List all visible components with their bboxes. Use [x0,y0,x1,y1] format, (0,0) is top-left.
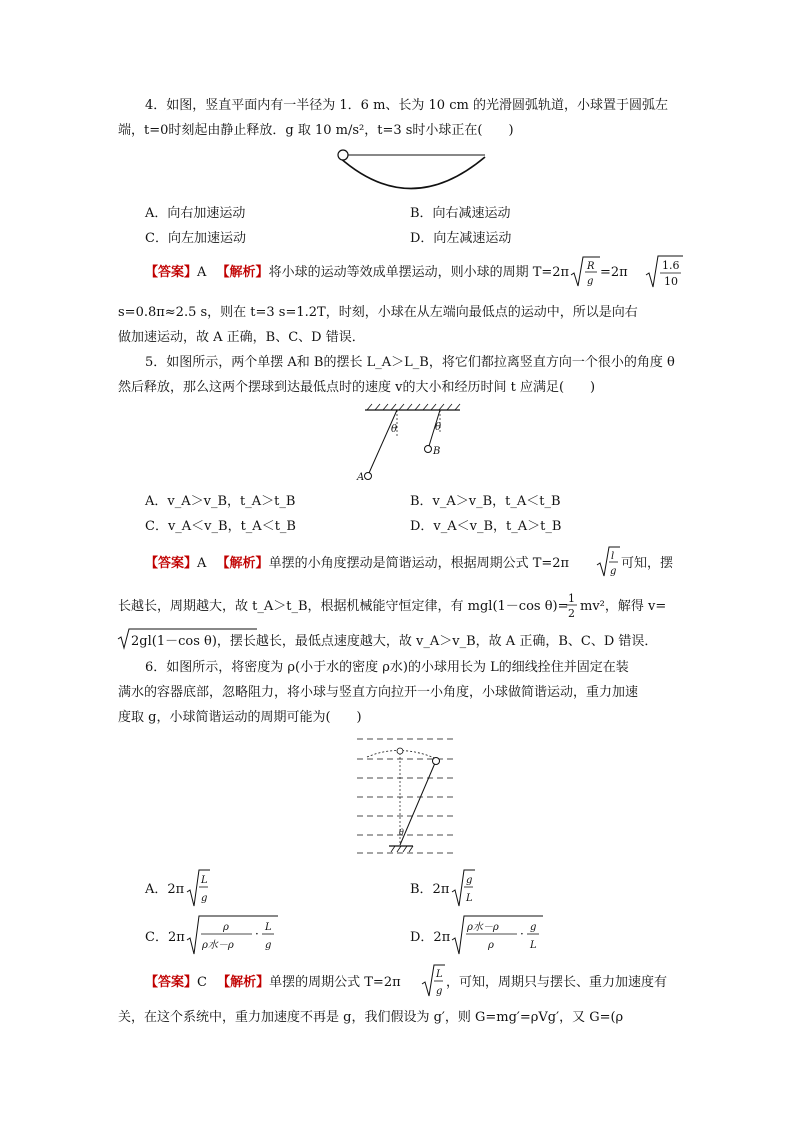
q6-theta: θ [399,828,404,837]
q6-option-b-prefix: B．2π [410,882,450,897]
q4-option-d: D．向左减速运动 [410,231,512,246]
q4-frac-r: R [587,261,595,272]
q4-frac-16: 1.6 [662,259,680,272]
q6-water-lines [357,739,457,853]
q5-exp-line1: 单摆的小角度摆动是简谐运动，根据周期公式 T=2π [268,556,570,571]
svg-text:1: 1 [568,592,575,605]
q5-option-d: D．v_A＜v_B，t_A＞t_B [410,519,562,534]
svg-text:g: g [201,893,208,904]
q4-sqrt-r-over-g [570,255,600,289]
q6-exp-line1: 单摆的周期公式 T=2π [269,975,401,990]
q6-string [400,763,435,845]
svg-text:L: L [201,875,208,886]
q6-stem-line1: 6．如图所示，将密度为 ρ(小于水的密度 ρ水)的小球用长为 L的细线拴住并固定在装 [145,660,629,675]
q4-exp-line3: 做加速运动，故 A 正确，B、C、D 错误． [118,330,365,345]
q4-answer-tag: 【答案】 [145,265,198,280]
q5-exp-line1b: 可知，摆 [621,556,674,571]
q6-container-figure [355,735,460,857]
svg-text:l: l [611,551,615,562]
svg-text:g: g [436,986,443,997]
svg-text:ρ水－ρ: ρ水－ρ [202,940,234,951]
q5-option-a: A．v_A＞v_B，t_A＞t_B [145,494,296,509]
q5-ball-a [365,473,372,480]
q6-option-a-sqrt [186,868,210,908]
q5-answer-value: A [197,556,207,571]
q5-option-b: B．v_A＞v_B，t_A＜t_B [410,494,561,509]
q4-option-a: A．向右加速运动 [145,206,246,221]
svg-text:L: L [530,940,537,951]
q6-ball-rest [397,748,403,754]
q5-label-b: B [433,446,441,457]
q5-analysis-tag: 【解析】 [216,556,269,571]
q4-exp-line1: 将小球的运动等效成单摆运动，则小球的周期 T=2π [268,265,570,280]
q5-option-c: C．v_A＜v_B，t_A＜t_B [145,519,296,534]
q5-stem-line2: 然后释放，那么这两个摆球到达最低点时的速度 v的大小和经历时间 t 应满足( ) [118,380,596,395]
q5-exp-line3: 2gl(1－cos θ)，摆长越长，最低点速度越大，故 v_A＞v_B，故 A 正确，B、C、D 错误． [131,634,658,649]
q4-stem-line2: 端，t=0时刻起由静止释放．g 取 10 m/s²，t=3 s时小球正在( ) [118,123,514,138]
q4-stem-line1: 4．如图，竖直平面内有一半径为 1．6 m、长为 10 cm 的光滑圆弧轨道，小球置于圆弧左 [145,98,668,113]
q5-exp-line2b: mv²，解得 v= [580,599,667,614]
q4-answer-line [145,265,569,281]
q6-option-c-prefix: C．2π [145,930,185,945]
q6-exp-line2: 关，在这个系统中，重力加速度不再是 g，我们假设为 g′，则 G=mg′=ρVg′，又 G=(ρ [118,1010,624,1025]
q4-option-c: C．向左加速运动 [145,231,246,246]
q4-arc-track-figure [335,148,495,196]
q6-ball [433,758,440,765]
q5-answer-tag: 【答案】 [145,556,198,571]
q5-a-string [369,410,397,473]
q4-arc-track [339,157,485,189]
q6-analysis-tag: 【解析】 [217,975,270,990]
q4-option-b: B．向右减速运动 [410,206,511,221]
svg-text:g: g [610,566,617,577]
q5-ball-b [425,446,432,453]
svg-text:g: g [265,940,272,951]
q4-ball [338,150,348,160]
q5-theta-a: θ [391,424,398,435]
q4-sqrt-16-over-10 [645,254,683,290]
svg-text:ρ: ρ [223,922,229,933]
q5-theta-b: θ [435,422,442,433]
q5-stem-line1: 5．如图所示，两个单摆 A和 B的摆长 L_A＞L_B，将它们都拉离竖直方向一个很小的角度 θ [145,355,675,370]
q4-frac-g: g [587,276,594,287]
q6-stem-line3: 度取 g，小球简谐运动的周期可能为( ) [118,710,362,725]
q4-exp-eq: =2π [600,265,628,280]
svg-text:L: L [466,893,473,904]
q6-option-d-sqrt [451,914,545,956]
q6-option-b-sqrt [451,868,475,908]
q6-option-c-sqrt [186,914,280,956]
q6-answer-tag: 【答案】 [145,975,198,990]
q6-stem-line2: 满水的容器底部，忽略阻力，将小球与竖直方向拉开一小角度，小球做简谐运动，重力加速 [118,685,639,700]
q6-option-d-prefix: D．2π [410,930,451,945]
q5-exp-line2: 长越长，周期越大，故 t_A＞t_B，根据机械能守恒定律，有 mgl(1－cos θ)= [118,599,569,614]
q4-analysis-tag: 【解析】 [216,265,269,280]
q5-label-a: A [357,472,365,483]
svg-text:g: g [466,875,473,886]
svg-text:g: g [530,922,537,933]
q5-pendulum-figure [355,402,465,484]
q6-answer-line [145,975,401,991]
svg-text:ρ水－ρ: ρ水－ρ [467,922,499,933]
q5-sqrt-sign [117,628,131,650]
q4-exp-line2: s=0.8π≈2.5 s，则在 t=3 s=1.2T，时刻，小球在从左端向最低点的运动中，所以是向右 [118,305,638,320]
svg-text:L: L [436,969,443,980]
q5-ceiling-hatching [367,404,460,410]
svg-text:ρ: ρ [488,940,494,951]
svg-text:L: L [265,922,272,933]
q5-answer-line [145,556,569,572]
q6-exp-line1b: ，可知，周期只与摆长、重力加速度有 [446,975,668,990]
q6-sqrt-l-over-g [421,963,445,999]
q5-half-fraction [566,590,578,622]
q4-answer-value: A [197,265,207,280]
q5-sqrt-l-over-g [596,545,620,579]
svg-text:·: · [255,927,259,941]
q6-option-a-prefix: A．2π [145,882,185,897]
svg-text:2: 2 [568,607,575,620]
q6-answer-value: C [197,975,207,990]
q4-frac-10: 10 [664,275,678,288]
svg-text:·: · [520,927,524,941]
